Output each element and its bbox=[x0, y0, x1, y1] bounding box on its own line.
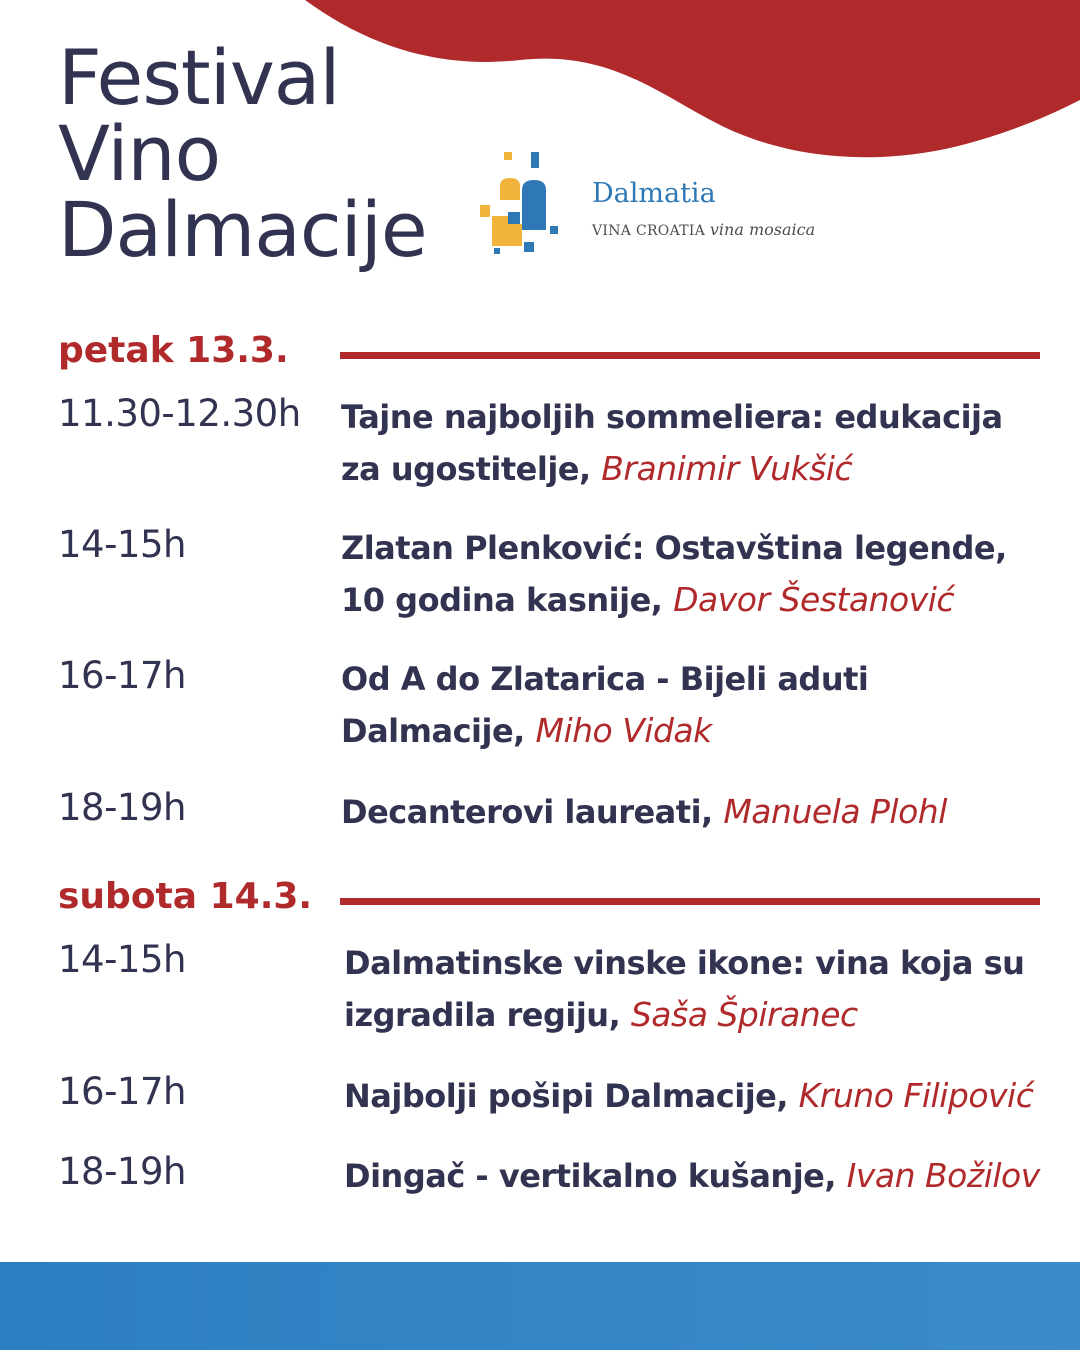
dalmatia-logo bbox=[478, 150, 838, 262]
event-presenter: Ivan Božilov bbox=[846, 1156, 1040, 1195]
event-description bbox=[344, 1070, 1044, 1122]
event-title-line-1: Zlatan Plenković: Ostavština legende, bbox=[341, 529, 1007, 567]
event-title-line-2: 10 godina kasnije, bbox=[341, 581, 674, 619]
event-time: 14-15h bbox=[58, 523, 186, 566]
logo-name: Dalmatia bbox=[592, 178, 716, 209]
day-label: petak 13.3. bbox=[58, 330, 289, 371]
event-title-line-1: Dalmatinske vinske ikone: vina koja su bbox=[344, 944, 1025, 982]
logo-sub-italic: vina mosaica bbox=[709, 220, 816, 239]
event-description bbox=[344, 1150, 1044, 1202]
event-title-line-2: Dalmacije, bbox=[341, 712, 536, 750]
event-time: 18-19h bbox=[58, 1150, 186, 1193]
event-presenter: Davor Šestanović bbox=[673, 580, 955, 619]
event-time: 16-17h bbox=[58, 654, 186, 697]
event-description bbox=[341, 786, 1041, 838]
event-time: 18-19h bbox=[58, 786, 186, 829]
festival-title bbox=[58, 33, 427, 274]
blue-footer-band bbox=[0, 1262, 1080, 1350]
event-presenter: Saša Špiranec bbox=[630, 995, 858, 1034]
event-presenter: Manuela Plohl bbox=[723, 792, 947, 831]
event-title-line-2: izgradila regiju, bbox=[344, 996, 631, 1034]
mosaic-logo-icon bbox=[478, 150, 568, 262]
event-time: 16-17h bbox=[58, 1070, 186, 1113]
event-presenter: Kruno Filipović bbox=[798, 1076, 1034, 1115]
day-header-saturday bbox=[58, 876, 1040, 926]
event-title-line-2: za ugostitelje, bbox=[341, 450, 602, 488]
event-description bbox=[341, 654, 1041, 757]
event-time: 14-15h bbox=[58, 938, 186, 981]
day-divider bbox=[340, 352, 1040, 359]
event-presenter: Branimir Vukšić bbox=[601, 449, 853, 488]
event-title-line-1: Najbolji pošipi Dalmacije, bbox=[344, 1077, 799, 1115]
event-title-line-1: Od A do Zlatarica - Bijeli aduti bbox=[341, 660, 869, 698]
day-divider bbox=[340, 898, 1040, 905]
day-header-friday bbox=[58, 330, 1040, 380]
event-description bbox=[344, 938, 1044, 1041]
event-description bbox=[341, 392, 1041, 495]
logo-subtitle bbox=[592, 220, 815, 239]
event-presenter: Miho Vidak bbox=[535, 711, 712, 750]
title-line-1: Festival bbox=[58, 33, 340, 122]
event-title-line-1: Decanterovi laureati, bbox=[341, 793, 724, 831]
event-title-line-1: Tajne najboljih sommeliera: edukacija bbox=[341, 398, 1003, 436]
logo-sub-upper: VINA CROATIA bbox=[592, 223, 706, 239]
day-label: subota 14.3. bbox=[58, 876, 313, 917]
event-title-line-1: Dingač - vertikalno kušanje, bbox=[344, 1157, 847, 1195]
title-line-2: Vino bbox=[58, 109, 221, 198]
title-line-3: Dalmacije bbox=[58, 185, 427, 274]
event-description bbox=[341, 523, 1041, 626]
event-time: 11.30-12.30h bbox=[58, 392, 301, 435]
